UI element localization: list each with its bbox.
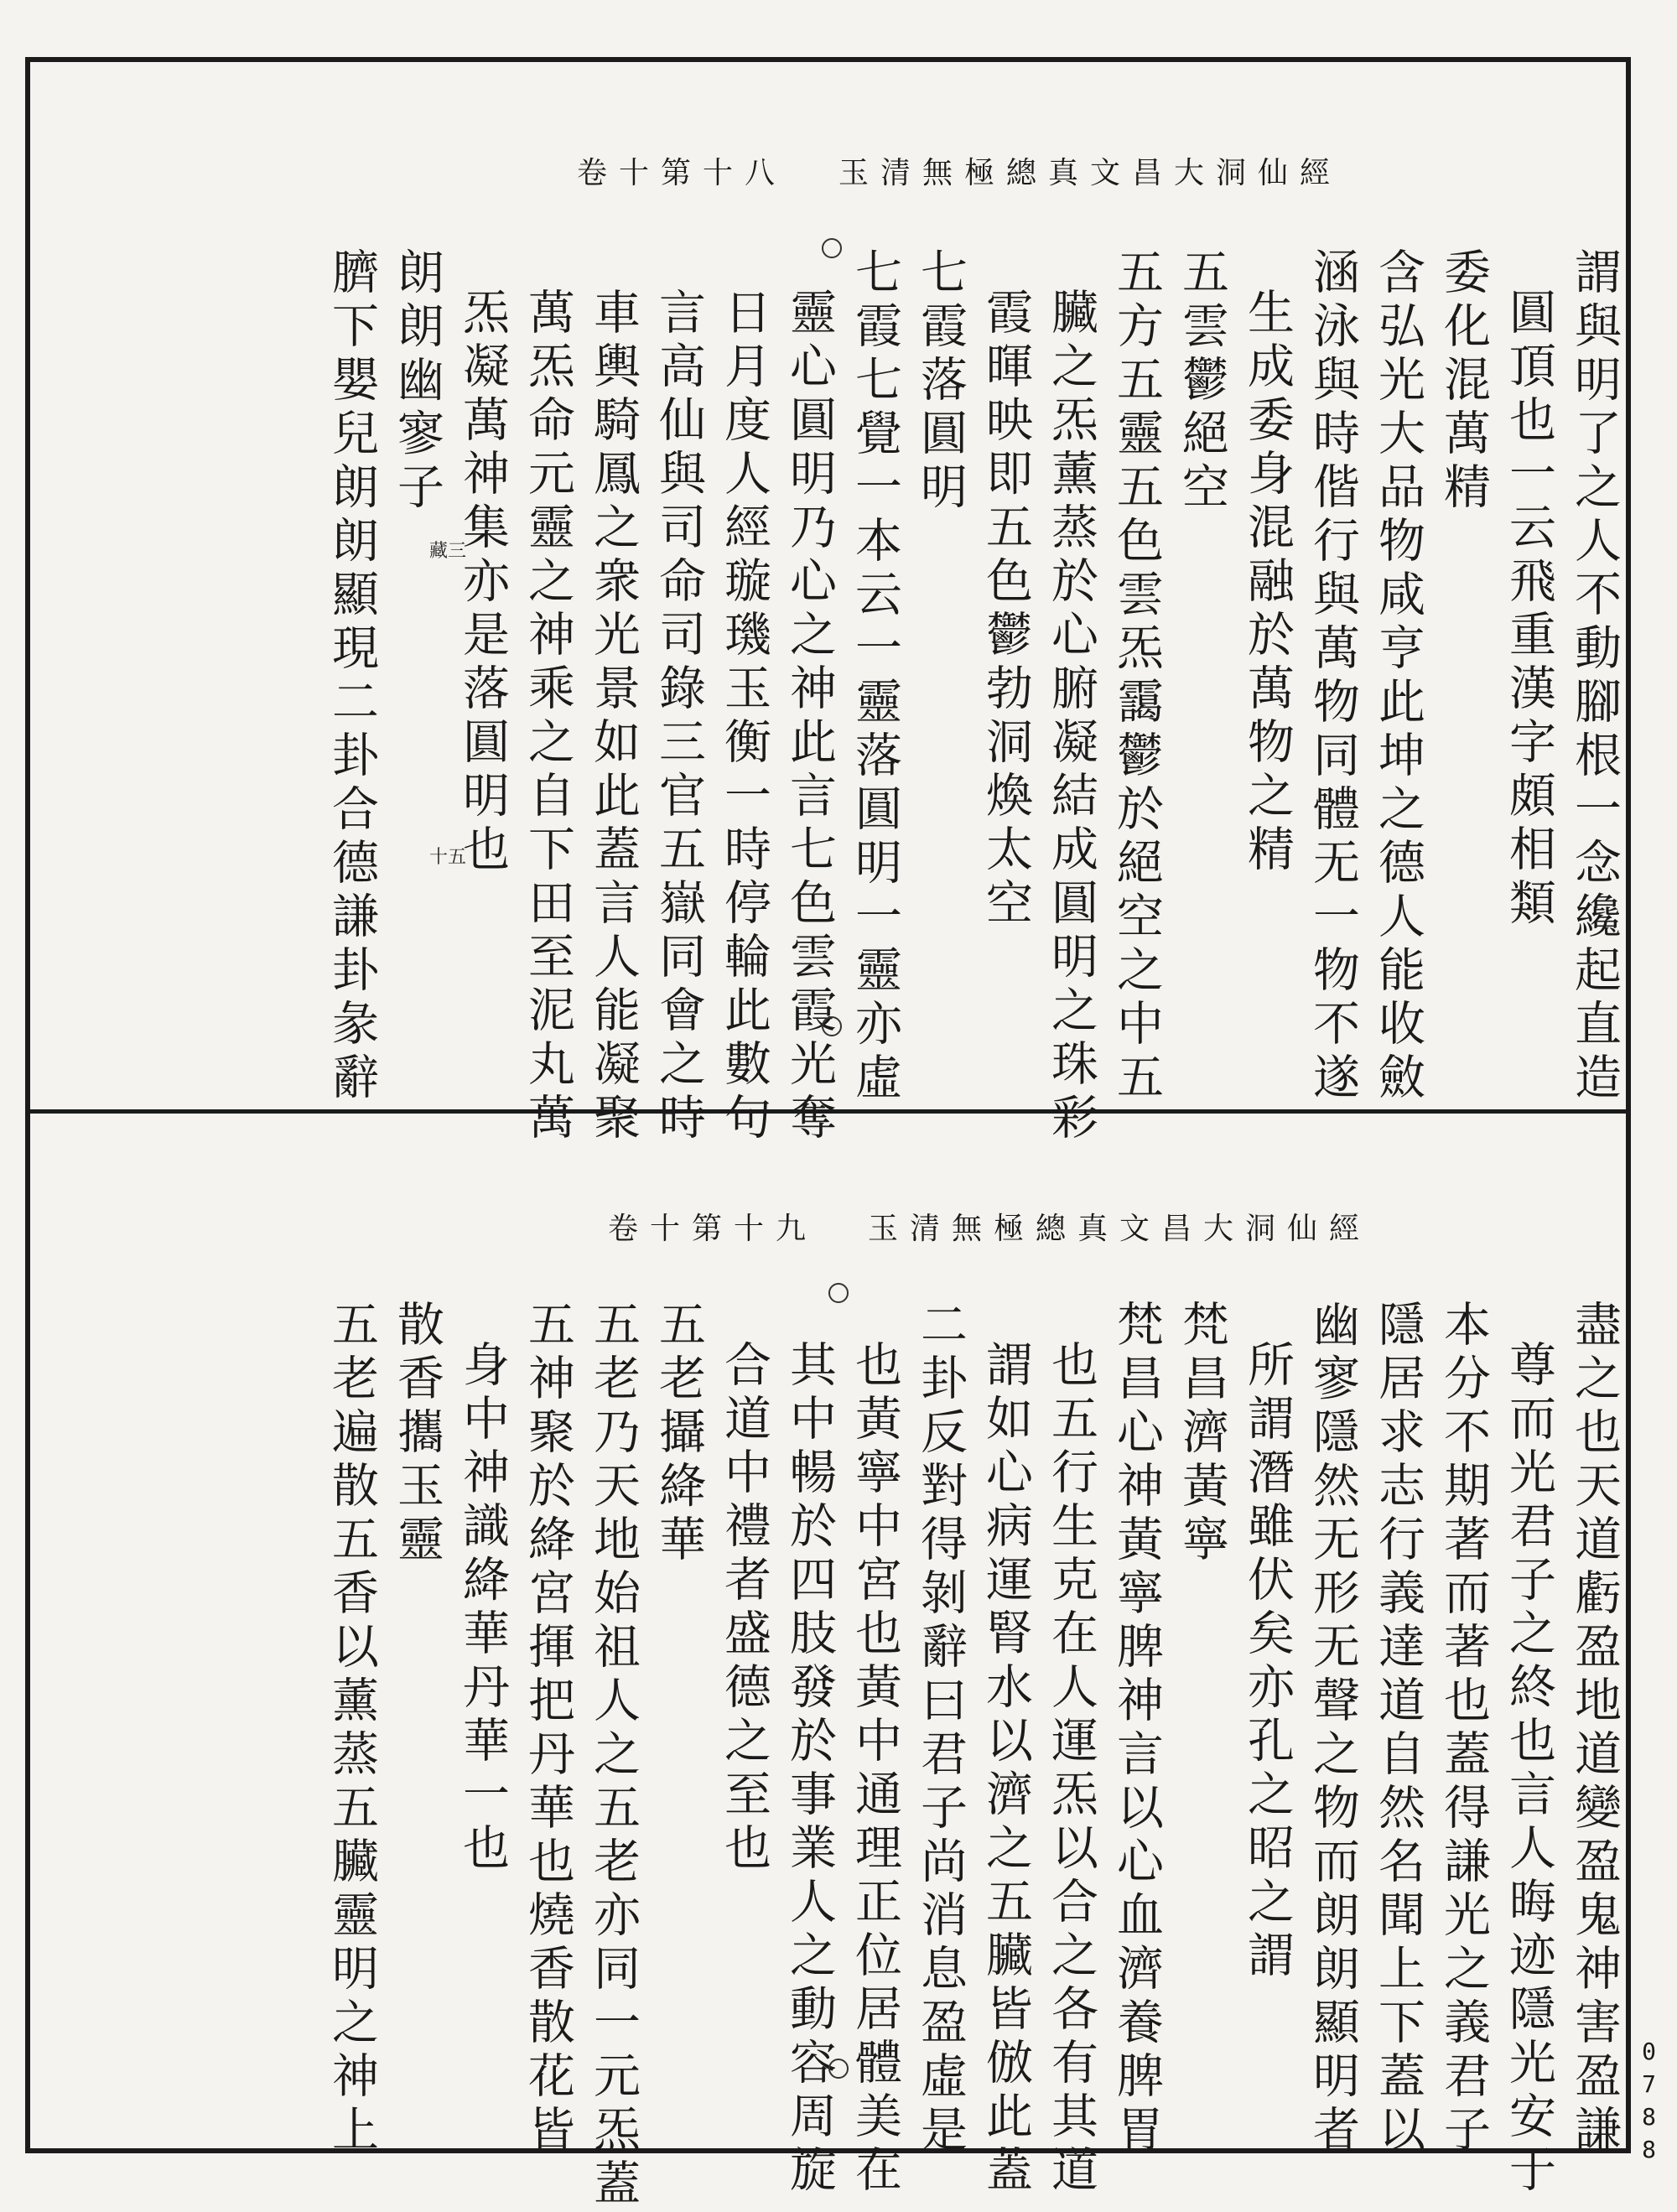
verse-heading: 梵昌濟黃寧 <box>1175 1300 1229 1568</box>
commentary-column: 炁凝萬神集亦是落圓明也 <box>455 288 510 878</box>
commentary-column: 五老乃天地始祖人之五老亦同一元炁蓋 <box>586 1300 641 2212</box>
commentary-column: 合道中禮者盛德之至也 <box>717 1340 771 1877</box>
commentary-column: 身中神識絳華丹華一也 <box>455 1340 510 1877</box>
commentary-column: 五方五靈五色雲炁靄鬱於絕空之中五 <box>1109 247 1164 1106</box>
commentary-column: 梵昌心神黃寧脾神言以心血濟養脾胃 <box>1109 1300 1164 2158</box>
commentary-column: 五神聚於絳宮揮把丹華也燒香散花皆 <box>521 1300 575 2158</box>
verse-heading: 散香攜玉靈 <box>390 1300 444 1568</box>
commentary-column: 車輿騎鳳之衆光景如此蓋言人能凝聚 <box>586 288 641 1146</box>
commentary-column: 霞暉映即五色鬱勃洞煥太空 <box>979 288 1033 932</box>
top-page-header <box>0 149 1417 191</box>
commentary-column: 其中暢於四肢發於事業人之動容周旋 <box>782 1340 837 2199</box>
commentary-column: 七霞七覺一本云一靈落圓明一靈亦虛 <box>848 247 902 1106</box>
bottom-page-text <box>126 1300 1627 2212</box>
punctuation-circle <box>828 2059 849 2079</box>
verse-heading: 五雲鬱絕空 <box>1175 247 1229 516</box>
punctuation-circle <box>822 1016 842 1036</box>
verse-heading: 朗朗幽寥子 <box>390 247 444 516</box>
commentary-column: 含弘光大品物咸亨此坤之德人能收斂 <box>1371 247 1425 1106</box>
bottom-page-header <box>0 1205 1417 1247</box>
commentary-column: 臟之炁薰蒸於心腑凝結成圓明之珠彩 <box>1044 288 1098 1146</box>
commentary-column: 言高仙與司命司錄三官五嶽同會之時 <box>652 288 706 1146</box>
top-header-title: 玉清無極總真文昌大洞仙經 <box>838 156 1342 190</box>
punctuation-circle <box>822 238 842 258</box>
commentary-column: 盡之也天道虧盈地道變盈鬼神害盈謙 <box>1567 1300 1622 2158</box>
commentary-column: 靈心圓明乃心之神此言七色雲霞光奪 <box>782 288 837 1146</box>
commentary-column: 二卦反對得剝辭曰君子尚消息盈虛是 <box>913 1300 968 2158</box>
commentary-column: 日月度人經璇璣玉衡一時停輪此數句 <box>717 288 771 1146</box>
commentary-column: 生成委身混融於萬物之精 <box>1240 288 1295 878</box>
commentary-column: 涵泳與時偕行與萬物同體无一物不遂 <box>1306 247 1360 1106</box>
commentary-column: 尊而光君子之終也言人晦迹隱光安于 <box>1502 1340 1556 2199</box>
commentary-column: 圓頂也一云飛重漢字頗相類 <box>1502 288 1556 932</box>
top-note-fifteen: 十五 <box>429 847 467 868</box>
top-header-volume: 卷十第十八 <box>577 156 787 190</box>
commentary-column: 也黃寧中宮也黃中通理正位居體美在 <box>848 1340 902 2199</box>
verse-heading: 五老攝絳華 <box>652 1300 706 1568</box>
commentary-column: 幽寥隱然无形无聲之物而朗朗顯明者 <box>1306 1300 1360 2158</box>
commentary-column: 也五行生克在人運炁以合之各有其道 <box>1044 1340 1098 2199</box>
top-page-text <box>126 247 1627 1146</box>
commentary-column: 萬炁命元靈之神乘之自下田至泥丸萬 <box>521 288 575 1146</box>
commentary-column: 隱居求志行義達道自然名聞上下蓋以 <box>1371 1300 1425 2158</box>
verse-heading: 七霞落圓明 <box>913 247 968 516</box>
commentary-column: 謂如心病運腎水以濟之五臟皆倣此蓋 <box>979 1340 1033 2199</box>
bottom-header-title: 玉清無極總真文昌大洞仙經 <box>868 1212 1372 1246</box>
top-note-three: 藏三 <box>429 541 467 562</box>
commentary-column: 臍下嬰兒朗朗顯現二卦合德謙卦彖辭 <box>324 247 379 1106</box>
punctuation-circle <box>828 1283 849 1303</box>
commentary-column: 所謂潛雖伏矣亦孔之昭之謂 <box>1240 1340 1295 1984</box>
commentary-column: 本分不期著而著也蓋得謙光之義君子 <box>1436 1300 1491 2158</box>
commentary-column: 謂與明了之人不動腳根一念纔起直造 <box>1567 247 1622 1106</box>
commentary-column: 五老遍散五香以薰蒸五臟靈明之神上 <box>324 1300 379 2158</box>
verse-heading: 委化混萬精 <box>1436 247 1491 516</box>
page-number: 0788 <box>1635 2038 1663 2168</box>
bottom-header-volume: 卷十第十九 <box>608 1212 818 1246</box>
